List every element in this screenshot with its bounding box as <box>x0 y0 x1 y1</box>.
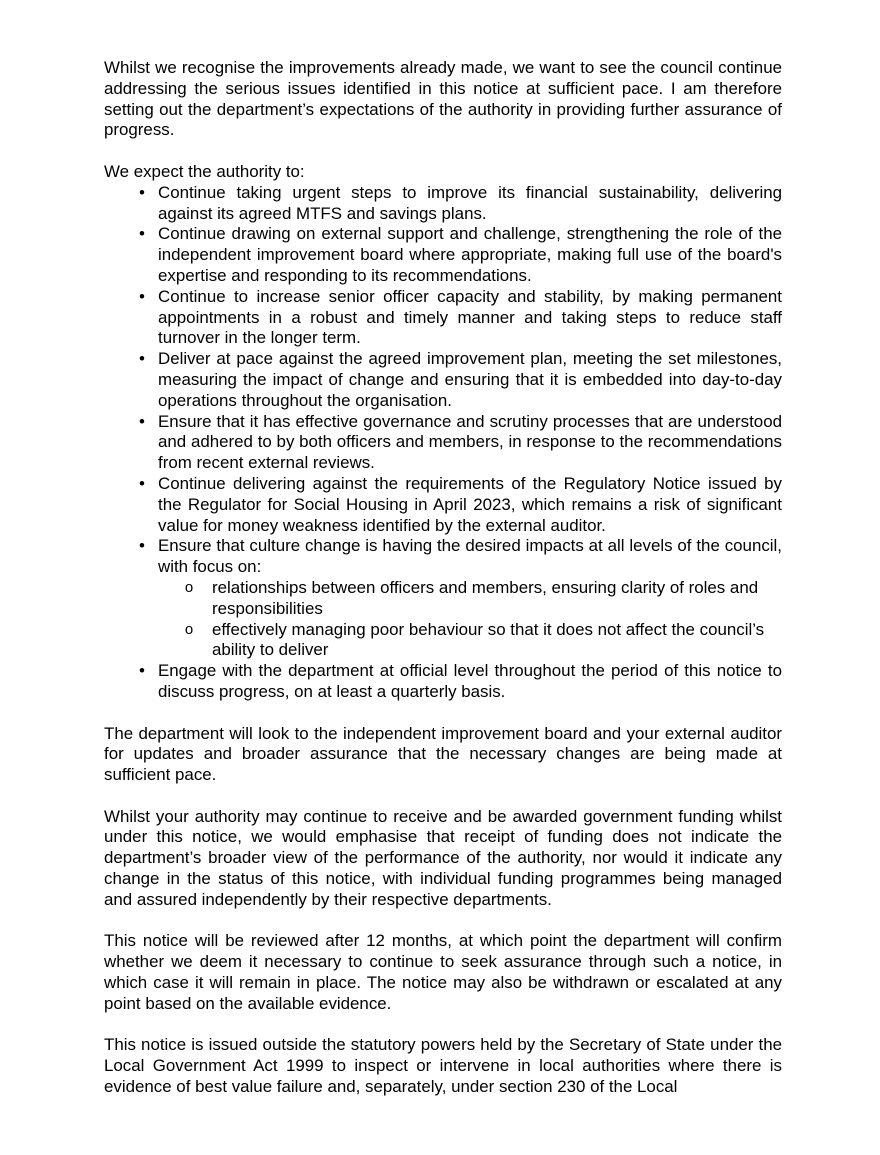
list-item-text: Ensure that it has effective governance and scrutiny processes that are understood and adhered to by both officers and members, in response to the recommendations from recent external reviews. <box>158 411 782 473</box>
paragraph-funding: Whilst your authority may continue to receive and be awarded government funding whilst under this notice, we would emphasise that receipt of funding does not indicate the department’s broader view of the performance of the authority, nor would it indicate any change in the status of this notice, with individual funding programmes being managed and assured independently by their respective departments. <box>104 806 782 909</box>
bullet-marker: • <box>139 473 145 493</box>
list-item <box>104 183 782 225</box>
document-page <box>104 58 782 1119</box>
sub-list-item-text: effectively managing poor behaviour so that it does not affect the council’s ability to deliver <box>212 619 765 660</box>
bullet-marker: • <box>139 224 145 244</box>
bullet-marker: • <box>139 349 145 369</box>
sub-bullet-marker: o <box>184 620 194 638</box>
paragraph-expectations-context: Whilst we recognise the improvements already made, we want to see the council continue addressing the serious issues identified in this notice at sufficient pace. I am therefore setting out the department’s expectations of the authority in providing further assurance of progress. <box>104 58 782 140</box>
list-item-text: Engage with the department at official level throughout the period of this notice to discuss progress, on at least a quarterly basis. <box>158 661 782 701</box>
paragraph-statutory-powers: This notice is issued outside the statutory powers held by the Secretary of State under the Local Government Act 1999 to inspect or intervene in local authorities where there is evidence of best value failure and, separately, under section 230 of the Local <box>104 1035 782 1097</box>
list-item <box>104 349 782 411</box>
paragraph-assurance: The department will look to the independent improvement board and your external auditor for updates and broader assurance that the necessary changes are being made at sufficient pace. <box>104 723 782 785</box>
bullet-marker: • <box>139 286 145 306</box>
sub-bullet-marker: o <box>184 578 194 596</box>
list-item <box>104 287 782 349</box>
list-item <box>104 536 782 661</box>
expectations-list <box>104 183 782 703</box>
bullet-marker: • <box>139 536 145 556</box>
list-item <box>104 474 782 536</box>
bullet-marker: • <box>139 661 145 681</box>
list-item-text: Deliver at pace against the agreed improvement plan, meeting the set milestones, measuring the impact of change and ensuring that it is embedded into day-to-day operations throughout the organisation. <box>158 349 782 410</box>
list-item-text: Continue to increase senior officer capacity and stability, by making permanent appointments in a robust and timely manner and taking steps to reduce staff turnover in the longer term. <box>158 286 782 348</box>
sub-list-item <box>158 620 782 662</box>
sub-list-item <box>158 578 782 620</box>
expectations-intro: We expect the authority to: <box>104 161 305 181</box>
sub-list-item-text: relationships between officers and members, ensuring clarity of roles and responsibilities <box>212 577 759 618</box>
list-item-text: Continue drawing on external support and challenge, strengthening the role of the independent improvement board where appropriate, making full use of the board's expertise and responding to its recommendations. <box>158 224 782 285</box>
list-item <box>104 661 782 703</box>
list-item-text: Continue delivering against the requirements of the Regulatory Notice issued by the Regulator for Social Housing in April 2023, which remains a risk of significant value for money weakness identified by the external auditor. <box>158 473 782 535</box>
paragraph-review: This notice will be reviewed after 12 months, at which point the department will confirm whether we deem it necessary to continue to seek assurance through such a notice, in which case it will remain in place. The notice may also be withdrawn or escalated at any point based on the available evidence. <box>104 931 782 1013</box>
list-item-text: Ensure that culture change is having the desired impacts at all levels of the council, with focus on: <box>158 536 782 577</box>
list-item-text: Continue taking urgent steps to improve its financial sustainability, delivering against its agreed MTFS and savings plans. <box>158 182 782 223</box>
bullet-marker: • <box>139 411 145 431</box>
list-item <box>104 412 782 474</box>
culture-focus-sublist <box>158 578 782 661</box>
bullet-marker: • <box>139 182 145 202</box>
list-item <box>104 224 782 286</box>
